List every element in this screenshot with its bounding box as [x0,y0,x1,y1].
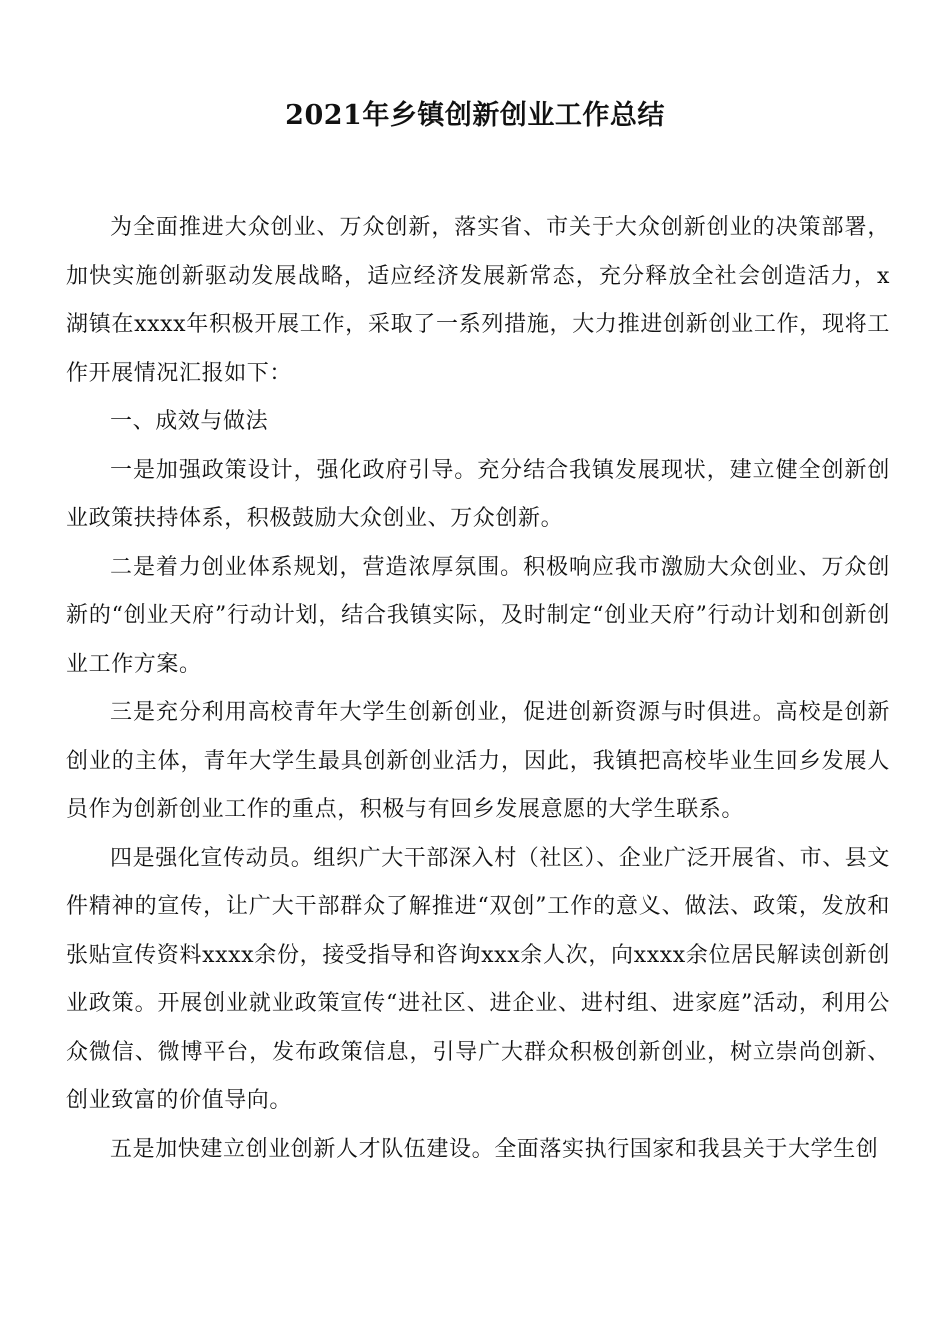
paragraph-system-planning: 二是着力创业体系规划，营造浓厚氛围。积极响应我市激励大众创业、万众创新的“创业天府”行动计划，结合我镇实际，及时制定“创业天府”行动计划和创新创业工作方案。 [66,554,890,677]
intro-paragraph: 为全面推进大众创业、万众创新，落实省、市关于大众创新创业的决策部署，加快实施创新驱动发展战略，适应经济发展新常态，充分释放全社会创造活力，x湖镇在xxxx年积极开展工作，采取了一系列措施，大力推进创新创业工作，现将工作开展情况汇报如下： [66,215,890,386]
paragraph-publicity: 四是强化宣传动员。组织广大干部深入村（社区）、企业广泛开展省、市、县文件精神的宣传，让广大干部群众了解推进“双创”工作的意义、做法、政策，发放和张贴宣传资料xxxx余份，接受指导和咨询xxx余人次，向xxxx余位居民解读创新创业政策。开展创业就业政策宣传“进社区、进企业、进村组、进家庭”活动，利用公众微信、微博平台，发布政策信息，引导广大群众积极创新创业，树立崇尚创新、创业致富的价值导向。 [66,845,891,1113]
paragraph-policy-design: 一是加强政策设计，强化政府引导。充分结合我镇发展现状，建立健全创新创业政策扶持体系，积极鼓励大众创业、万众创新。 [66,457,890,531]
document-body [66,204,890,1174]
document-title: 2021年乡镇创新创业工作总结 [285,100,665,131]
paragraph-university-students: 三是充分利用高校青年大学生创新创业，促进创新资源与时俱进。高校是创新创业的主体，青年大学生最具创新创业活力，因此，我镇把高校毕业生回乡发展人员作为创新创业工作的重点，积极与有回乡发展意愿的大学生联系。 [66,700,890,822]
section-heading-results: 一、成效与做法 [110,409,269,434]
paragraph-talent-team: 五是加快建立创业创新人才队伍建设。全面落实执行国家和我县关于大学生创 [110,1136,879,1162]
